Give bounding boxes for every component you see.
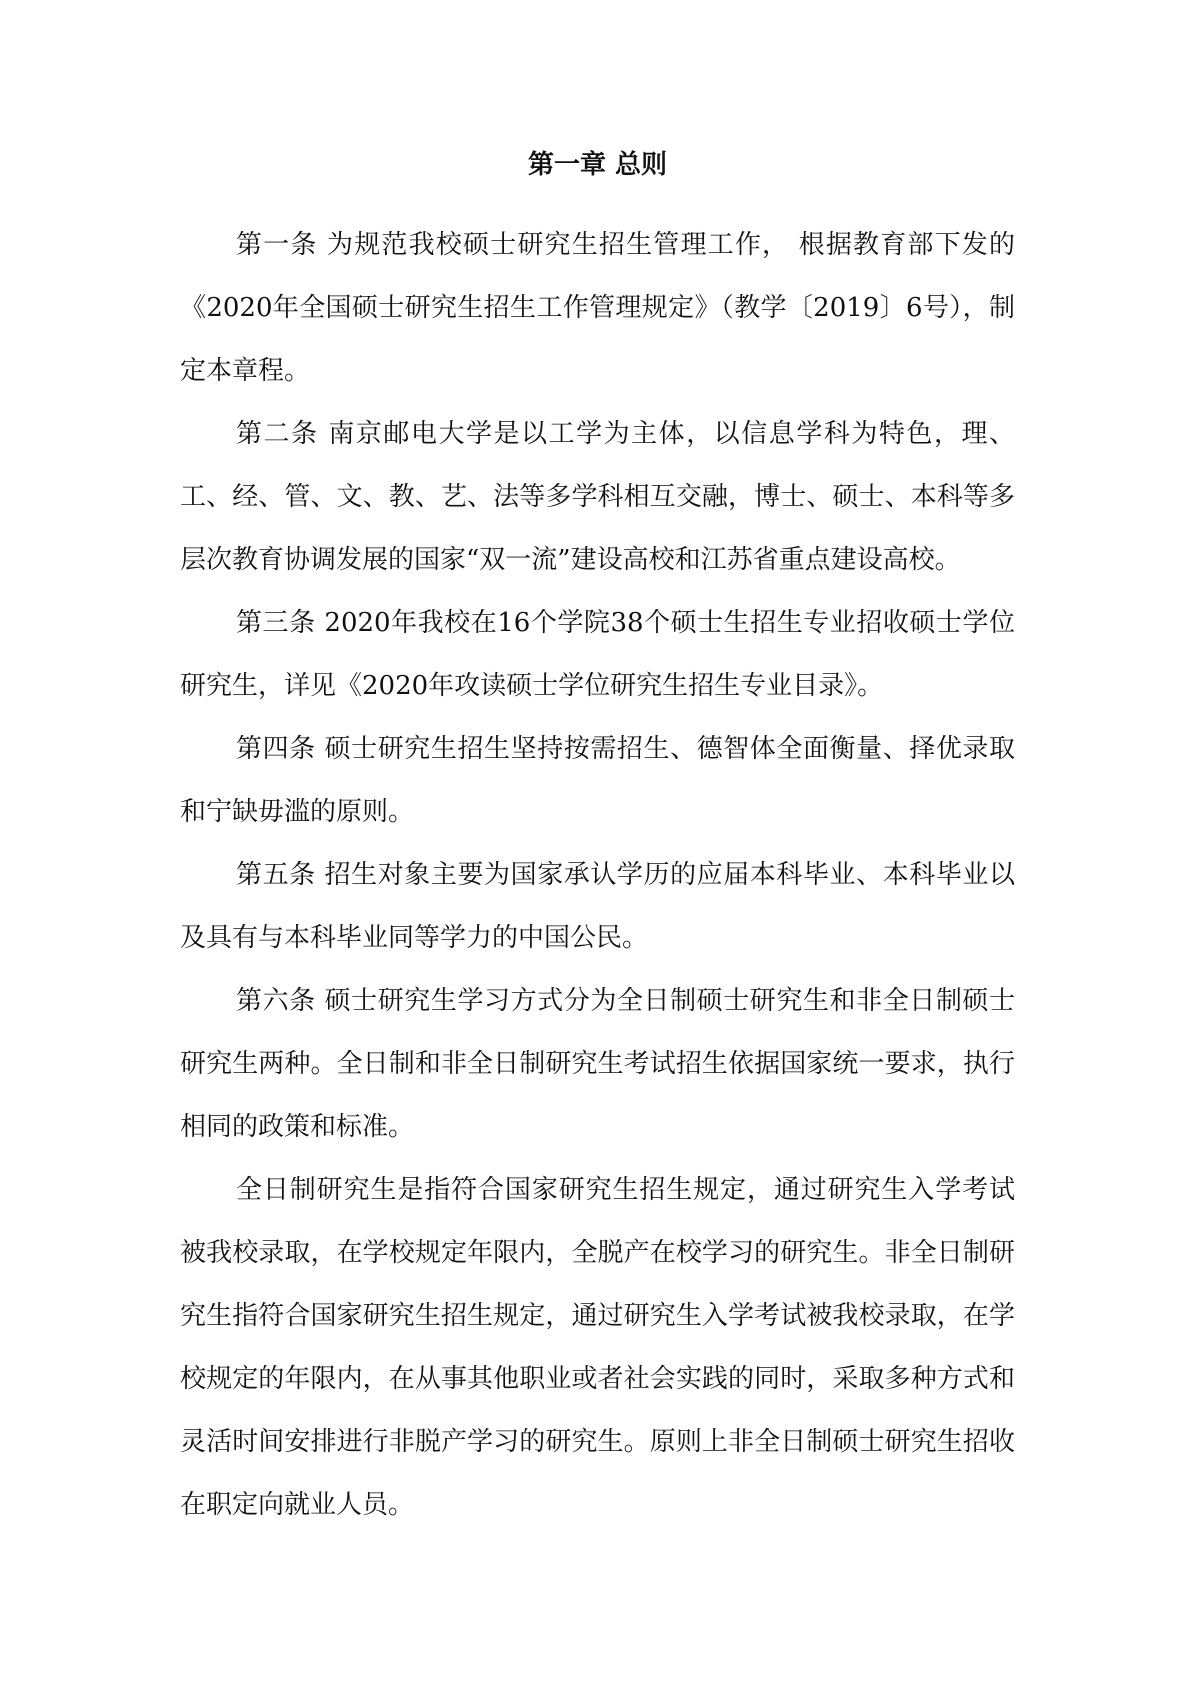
article-2-paragraph: 第二条 南京邮电大学是以工学为主体，以信息学科为特色，理、工、经、管、文、教、艺、法等多学科相互交融，博士、硕士、本科等多层次教育协调发展的国家“双一流”建设高校和江苏省重点建设高校。 <box>180 419 1015 575</box>
article-5-paragraph: 第五条 招生对象主要为国家承认学历的应届本科毕业、本科毕业以及具有与本科毕业同等学力的中国公民。 <box>180 860 1015 953</box>
full-time-definition-paragraph: 全日制研究生是指符合国家研究生招生规定，通过研究生入学考试被我校录取，在学校规定年限内，全脱产在校学习的研究生。非全日制研究生指符合国家研究生招生规定，通过研究生入学考试被我校录取，在学校规定的年限内，在从事其他职业或者社会实践的同时，采取多种方式和灵活时间安排进行非脱产学习的研究生。原则上非全日制硕士研究生招收在职定向就业人员。 <box>180 1175 1015 1520</box>
article-6-paragraph: 第六条 硕士研究生学习方式分为全日制硕士研究生和非全日制硕士研究生两种。全日制和非全日制研究生考试招生依据国家统一要求，执行相同的政策和标准。 <box>180 986 1015 1142</box>
chapter-title: 第一章 总则 <box>527 150 668 180</box>
article-4-paragraph: 第四条 硕士研究生招生坚持按需招生、德智体全面衡量、择优录取和宁缺毋滥的原则。 <box>180 734 1015 827</box>
document-page <box>180 150 1015 1537</box>
article-1-paragraph: 第一条 为规范我校硕士研究生招生管理工作， 根据教育部下发的《2020年全国硕士研究生招生工作管理规定》（教学〔2019〕6号），制定本章程。 <box>180 230 1015 386</box>
article-3-paragraph: 第三条 2020年我校在16个学院38个硕士生招生专业招收硕士学位研究生，详见《2020年攻读硕士学位研究生招生专业目录》。 <box>180 608 1015 701</box>
